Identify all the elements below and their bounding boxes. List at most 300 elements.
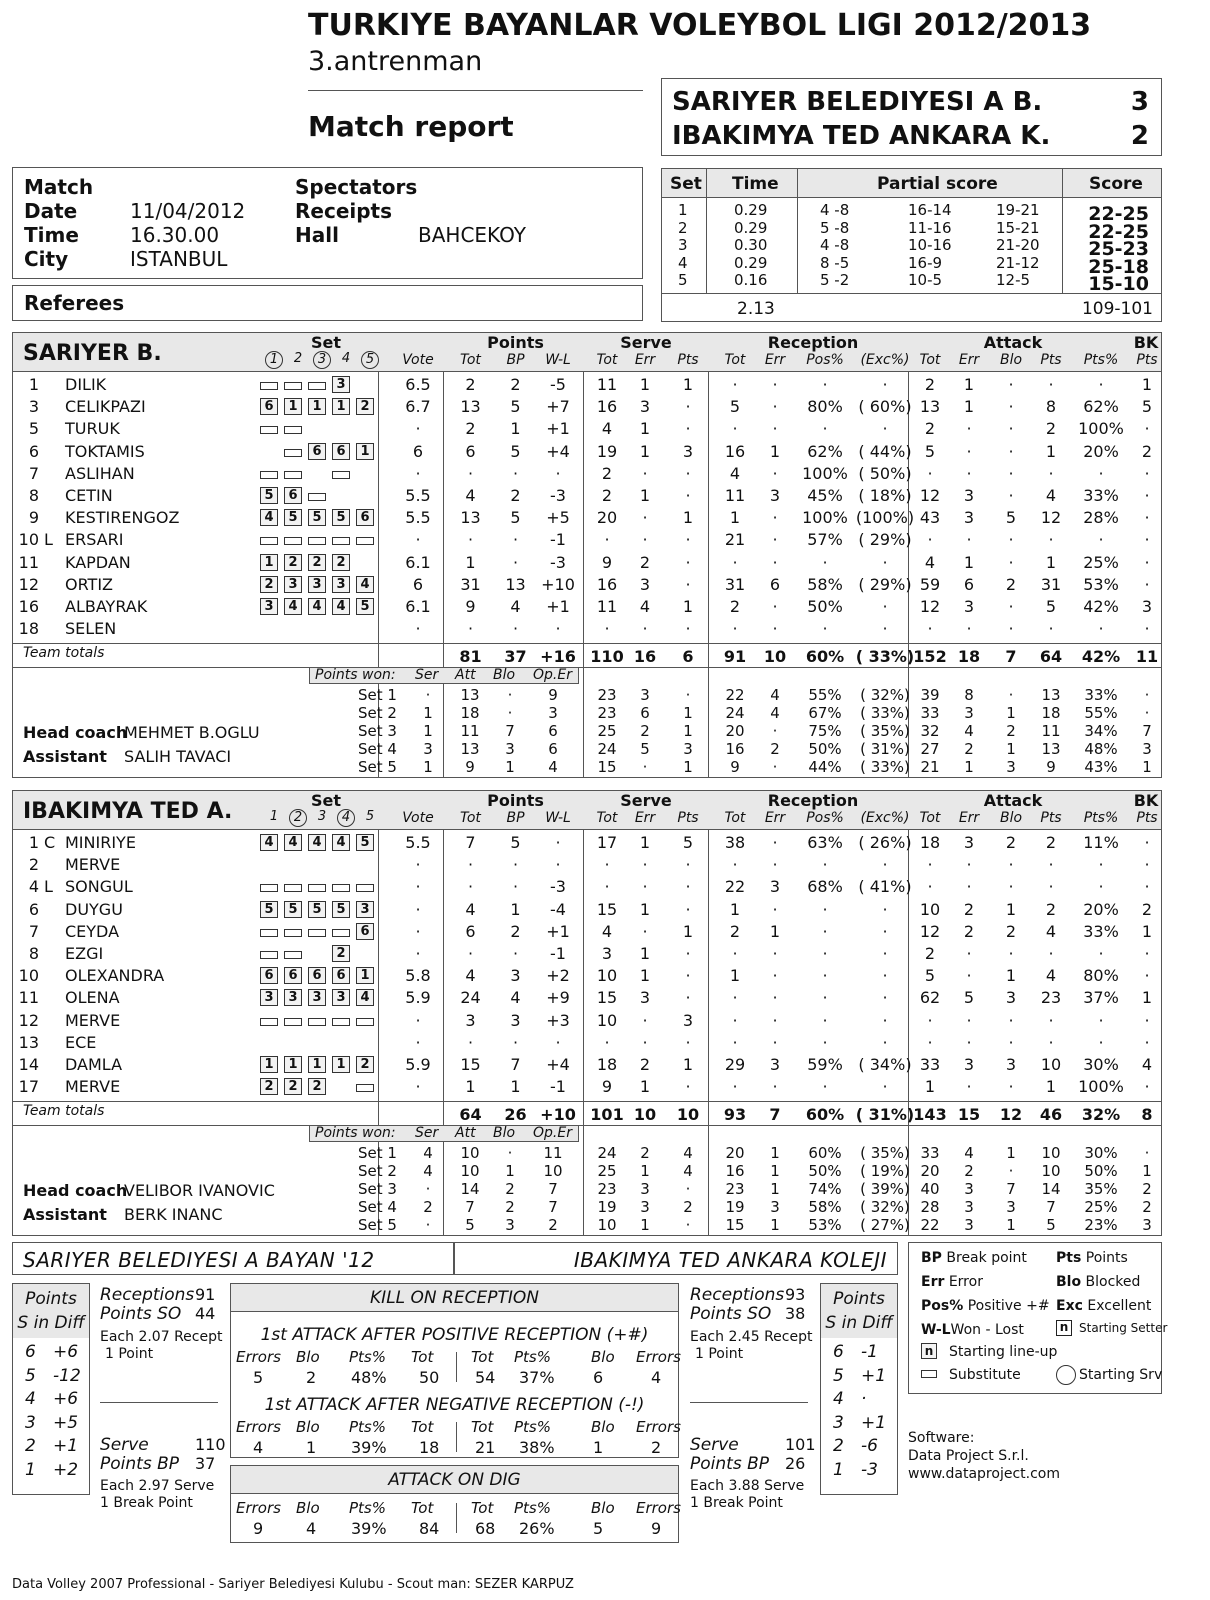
stat-rexc: · [882, 419, 888, 439]
stat-apts: 1 [1045, 441, 1057, 461]
stat-ablo: 3 [1005, 1055, 1017, 1074]
set-number: 4 [678, 253, 688, 272]
col-header-ablo: Blo [999, 810, 1023, 826]
ser-label: Ser [415, 1125, 439, 1142]
starting-position-mark: 1 [332, 398, 350, 415]
set-number: 2 [678, 218, 688, 237]
stat-value-left: 18 [419, 1438, 440, 1457]
set-stat-aptsp: 48% [1084, 739, 1118, 758]
set-stat-aptsp: 33% [1084, 686, 1118, 705]
set-oper: 11 [543, 1144, 563, 1163]
stat-apts: · [1048, 1032, 1054, 1052]
stat-atot: · [927, 530, 933, 550]
legend-starting-setter: Starting Setter [1079, 1321, 1168, 1335]
total-apts: 46 [1039, 1105, 1063, 1125]
col-header-wl: W-L [545, 352, 571, 368]
stat-wl: +2 [546, 966, 570, 986]
stat-head-right: Blo [591, 1418, 615, 1436]
set-ser: · [425, 1180, 431, 1198]
substitute-mark [308, 884, 326, 892]
substitute-mark [356, 537, 374, 545]
set-stat-rpos: 60% [808, 1144, 842, 1163]
stat-wl: · [555, 855, 561, 875]
stat-atot: 59 [919, 574, 941, 594]
stat-ptot: · [467, 1032, 474, 1052]
player-name: OLEXANDRA [65, 966, 165, 986]
set-stat-serr: 3 [640, 1197, 650, 1216]
assistant-label: Assistant [23, 747, 107, 767]
stat-aptsp: · [1098, 877, 1104, 897]
substitute-mark [260, 426, 278, 434]
diff-set: 3 [25, 1412, 36, 1433]
first-attack-negative-title: 1st ATTACK AFTER NEGATIVE RECEPTION (-!) [264, 1395, 645, 1415]
set-partial-3: 12-5 [996, 271, 1031, 290]
set-oper: 7 [548, 1197, 558, 1216]
set-stat-spts: 4 [683, 1162, 693, 1181]
stat-vote: · [415, 419, 421, 439]
stat-serr: 1 [639, 944, 651, 963]
stat-stot: 9 [601, 1077, 613, 1097]
substitute-mark [284, 1018, 302, 1026]
stat-rerr: · [772, 1010, 778, 1030]
stat-serr: 1 [639, 486, 651, 505]
stat-vote: 5.8 [405, 966, 431, 986]
stat-bp: 3 [510, 1010, 521, 1030]
stat-ptot: 4 [465, 966, 476, 986]
stat-rerr: 6 [769, 574, 781, 594]
diff-set: 6 [833, 1342, 844, 1362]
stat-rpos: · [822, 988, 828, 1008]
stat-aptsp: 37% [1083, 988, 1119, 1008]
stat-ptot: · [467, 619, 474, 639]
stat-apts: 1 [1045, 1077, 1057, 1097]
diff-set: 3 [833, 1412, 844, 1433]
stat-aptsp: 30% [1083, 1055, 1119, 1074]
stat-atot: · [927, 1032, 933, 1052]
stat-aptsp: 33% [1083, 486, 1119, 505]
home-pointsso: 44 [195, 1304, 216, 1323]
set-stat-atot: 20 [920, 1162, 940, 1181]
away-receptions-label: Receptions [690, 1285, 785, 1305]
stat-rpos: 100% [802, 463, 848, 483]
total-bp: 37 [504, 647, 527, 667]
stat-vote: 5.5 [405, 833, 431, 852]
player-name: CELIKPAZI [65, 397, 146, 417]
att-label: Att [455, 1125, 476, 1142]
totals-divider [13, 643, 1161, 644]
block-divider [456, 1503, 457, 1533]
diff-value: -12 [53, 1365, 81, 1386]
away-serve-label: Serve [690, 1435, 739, 1455]
stat-aerr: · [966, 1032, 972, 1052]
set-stat-apts: 5 [1046, 1215, 1056, 1234]
set-blo: · [507, 1144, 513, 1163]
stat-apts: 4 [1045, 486, 1057, 505]
home-break-point: 1 Break Point [100, 1495, 193, 1511]
total-stot: 101 [590, 1105, 624, 1125]
set-stat-aptsp: 23% [1084, 1215, 1118, 1234]
stat-rtot: · [732, 855, 738, 875]
substitute-mark [260, 537, 278, 545]
column-divider [583, 829, 584, 1236]
stat-atot: 12 [919, 921, 941, 941]
stat-rpos: · [822, 552, 828, 572]
stat-rexc: ( 29%) [858, 530, 912, 550]
stat-serr: 1 [639, 966, 651, 986]
match-time: 16.30.00 [130, 223, 220, 247]
stat-bk: · [1144, 574, 1150, 594]
set-stat-ablo: 1 [1006, 1215, 1016, 1234]
col-header-stot: Tot [596, 352, 618, 368]
set-stat-bk: 7 [1142, 722, 1152, 740]
stat-rexc: ( 50%) [858, 463, 912, 483]
player-name: ALBAYRAK [65, 597, 148, 616]
diff-set: 6 [25, 1342, 36, 1362]
set-ser: 1 [423, 722, 433, 740]
stat-spts: · [685, 855, 691, 875]
stat-vote: 6 [412, 574, 424, 594]
col-header-rpos: Pos% [806, 810, 844, 826]
stat-aerr: · [966, 463, 972, 483]
stat-serr: · [642, 877, 648, 897]
starting-position-mark: 1 [356, 967, 374, 984]
stat-aptsp: · [1098, 855, 1104, 875]
starting-position-mark: 5 [308, 509, 326, 526]
substitute-mark [284, 951, 302, 959]
substitute-mark [284, 449, 302, 457]
set-score: 25-18 [1088, 255, 1149, 278]
stat-rexc: ( 34%) [858, 1055, 912, 1074]
substitute-mark [284, 884, 302, 892]
stat-rerr: · [772, 419, 778, 439]
away-pointsbp-label: Points BP [690, 1454, 769, 1474]
stat-spts: · [685, 988, 691, 1008]
group-header-set: Set [310, 333, 342, 352]
starting-position-mark: 5 [356, 598, 374, 615]
stat-stot: 2 [601, 486, 613, 505]
stat-spts: · [685, 966, 691, 986]
stat-rtot: · [732, 944, 738, 963]
stat-value-left: 4 [253, 1438, 264, 1457]
stat-bp: · [512, 619, 519, 639]
substitute-mark [356, 884, 374, 892]
stat-atot: 12 [919, 597, 941, 616]
stat-vote: 6 [412, 441, 424, 461]
stat-wl: +1 [546, 419, 570, 439]
starting-position-mark: 1 [260, 1056, 278, 1073]
away-team-name: IBAKIMYA TED ANKARA K. [672, 121, 1051, 151]
sets-header-set: Set [670, 174, 702, 194]
assistant-name: SALIH TAVACI [124, 747, 232, 767]
stat-stot: · [604, 530, 610, 550]
stat-head-right: Tot [471, 1348, 494, 1366]
set-stat-rexc: ( 39%) [860, 1180, 910, 1198]
stat-ablo: · [1008, 597, 1014, 616]
stat-wl: -3 [550, 552, 566, 572]
stat-stot: 19 [596, 441, 618, 461]
starting-position-mark: 2 [356, 398, 374, 415]
stat-spts: · [685, 552, 691, 572]
home-serve: 110 [195, 1435, 226, 1454]
stat-rpos: 80% [807, 397, 843, 417]
stat-ablo: · [1008, 855, 1014, 875]
set-stat-rerr: · [772, 722, 778, 740]
stat-stot: 4 [601, 921, 613, 941]
set-att: 5 [465, 1215, 475, 1234]
kill-on-reception-box [230, 1283, 679, 1458]
points-won-label: Points won: [315, 667, 396, 684]
team2-stats-table [12, 790, 1162, 1236]
group-header-serve: Serve [620, 333, 672, 352]
away-full-name-box [454, 1242, 898, 1275]
set-stat-rerr: 1 [770, 1180, 780, 1198]
head-coach-name: MEHMET B.OGLU [124, 723, 260, 743]
set-label: Set 3 [358, 1180, 397, 1198]
set-blo: 7 [505, 722, 515, 740]
stat-rtot: · [732, 1077, 738, 1097]
set-att: 14 [460, 1180, 480, 1198]
stat-value-right: 1 [593, 1438, 604, 1457]
set-stat-rpos: 53% [808, 1215, 842, 1234]
stat-ptot: 4 [465, 899, 476, 919]
stat-atot: 5 [924, 966, 936, 986]
home-pointsbp: 37 [195, 1454, 216, 1473]
stat-bp: · [512, 530, 519, 550]
total-aerr: 15 [957, 1105, 981, 1125]
stat-atot: 5 [924, 441, 936, 461]
stat-stot: · [604, 855, 610, 875]
set-label: Set 2 [358, 1162, 397, 1181]
starting-position-mark: 6 [284, 487, 302, 504]
software-company: Data Project S.r.l. [908, 1448, 1029, 1464]
set-ser: · [425, 686, 431, 705]
stat-rpos: · [822, 921, 828, 941]
stat-bk: 1 [1141, 988, 1153, 1008]
stat-value-right: 37% [519, 1368, 555, 1387]
set-oper: 10 [543, 1162, 563, 1181]
set-stat-aptsp: 35% [1084, 1180, 1118, 1198]
stat-aerr: · [966, 1010, 972, 1030]
diff-set: 1 [25, 1459, 36, 1480]
stat-ptot: 13 [460, 508, 481, 528]
stat-stot: 15 [596, 899, 618, 919]
column-divider [708, 371, 709, 778]
points-won-label: Points won: [315, 1125, 396, 1142]
set-label: Set 5 [358, 757, 397, 776]
stat-spts: · [685, 1032, 691, 1052]
attack-on-dig-title: ATTACK ON DIG [388, 1470, 521, 1490]
stat-wl: +3 [546, 1010, 570, 1030]
starting-position-mark: 5 [284, 901, 302, 918]
stat-serr: 1 [639, 1077, 651, 1097]
stat-serr: 4 [639, 597, 651, 616]
col-header-vote: Vote [402, 352, 434, 368]
stat-aptsp: 53% [1083, 574, 1119, 594]
legend-err: Err [921, 1274, 945, 1290]
legend-wl: W-L [921, 1322, 951, 1338]
stat-rpos: · [822, 899, 828, 919]
stat-wl: +7 [546, 397, 570, 417]
stat-rpos: 58% [807, 574, 843, 594]
team1-stats-table [12, 332, 1162, 778]
col-header-rerr: Err [764, 352, 786, 368]
stat-ptot: 2 [465, 419, 476, 439]
diff-value: +1 [861, 1365, 887, 1386]
set-stat-serr: 2 [640, 722, 650, 740]
stat-stot: 17 [596, 833, 618, 852]
starting-position-mark: 6 [332, 967, 350, 984]
stat-value-right: 6 [593, 1368, 604, 1387]
player-name: DAMLA [65, 1055, 123, 1074]
legend-box [908, 1242, 1168, 1394]
col-header-rpos: Pos% [806, 352, 844, 368]
group-header-attack: Attack [983, 333, 1043, 352]
stat-serr: 1 [639, 419, 651, 439]
stat-ptot: · [467, 530, 474, 550]
starting-position-mark: 4 [332, 598, 350, 615]
oper-label: Op.Er [533, 1125, 572, 1142]
legend-blo: Blo [1056, 1274, 1082, 1290]
total-ptot: 81 [459, 647, 482, 667]
stat-serr: 2 [639, 552, 651, 572]
total-serr: 10 [633, 1105, 657, 1125]
stat-ablo: · [1008, 552, 1014, 572]
legend-exc-text: Excellent [1087, 1298, 1152, 1314]
stat-stot: 10 [596, 1010, 618, 1030]
stat-rtot: 4 [729, 463, 741, 483]
stat-wl: -3 [550, 486, 566, 505]
stat-aptsp: · [1098, 530, 1104, 550]
sets-table [661, 168, 1162, 322]
home-sets-won: 3 [1130, 87, 1149, 117]
stat-bp: 4 [510, 988, 521, 1008]
stat-vote: · [415, 463, 421, 483]
away-sets-won: 2 [1130, 121, 1149, 151]
set-stat-rtot: 24 [725, 704, 745, 723]
stat-vote: · [415, 921, 421, 941]
player-name: TOKTAMIS [65, 441, 145, 461]
away-reception-summary [690, 1283, 815, 1513]
player-name: KAPDAN [65, 552, 131, 572]
stat-apts: · [1048, 855, 1054, 875]
stat-bp: 4 [510, 597, 521, 616]
stat-atot: · [927, 877, 933, 897]
starting-position-mark: 1 [284, 398, 302, 415]
stat-bk: · [1144, 877, 1150, 897]
stat-serr: 3 [639, 574, 651, 594]
stat-vote: · [415, 1010, 421, 1030]
stat-ptot: 3 [465, 1010, 476, 1030]
stat-rexc: · [882, 375, 888, 394]
stat-value-left: 48% [351, 1368, 387, 1387]
stat-aptsp: · [1098, 944, 1104, 963]
stat-vote: · [415, 1032, 421, 1052]
referees-box [12, 285, 643, 321]
set-blo: · [507, 704, 513, 723]
set-label: Set 1 [358, 686, 397, 705]
stat-rtot: · [732, 619, 738, 639]
starting-position-mark: 6 [356, 509, 374, 526]
col-header-rexc: (Exc%) [860, 352, 910, 368]
starting-serve-icon [1056, 1365, 1076, 1385]
stat-head-left: Pts% [349, 1418, 386, 1436]
stat-vote: · [415, 855, 421, 875]
block-divider [456, 1422, 457, 1452]
stat-rexc: · [882, 1032, 888, 1052]
stat-vote: · [415, 944, 421, 963]
stat-stot: 18 [596, 1055, 618, 1074]
group-header-bk: BK [1133, 791, 1159, 810]
set-ser: 4 [423, 1162, 433, 1181]
stat-aptsp: · [1098, 1032, 1104, 1052]
stat-rtot: 16 [724, 441, 746, 461]
col-header-apts: Pts [1040, 810, 1062, 826]
stat-bk: · [1144, 944, 1150, 963]
set-stat-aptsp: 25% [1084, 1197, 1118, 1216]
set-partial-2: 16-14 [908, 201, 952, 219]
total-wl: +10 [540, 1105, 576, 1125]
set-blo: 3 [505, 1215, 515, 1234]
stat-vote: · [415, 619, 421, 639]
stat-atot: 12 [919, 486, 941, 505]
set-stat-rexc: ( 32%) [860, 1197, 910, 1216]
total-rpos: 60% [805, 647, 845, 667]
stat-head-right: Tot [471, 1418, 494, 1436]
set-stat-stot: 25 [597, 1162, 617, 1181]
total-bk: 8 [1141, 1105, 1153, 1125]
set-oper: 6 [548, 722, 558, 740]
hall-label: Hall [295, 223, 339, 247]
head-coach-name: VELIBOR IVANOVIC [124, 1181, 275, 1201]
final-score-box [661, 78, 1162, 156]
stat-rerr: · [772, 899, 778, 919]
stat-rerr: · [772, 375, 778, 394]
starting-position-mark: 5 [308, 901, 326, 918]
starting-position-mark: 5 [260, 901, 278, 918]
set-stat-stot: 24 [597, 739, 617, 758]
diff-set: 2 [25, 1436, 36, 1456]
set-mark-2: 2 [289, 809, 307, 827]
home-serve-label: Serve [100, 1435, 149, 1455]
set-stat-bk: 1 [1142, 1162, 1152, 1181]
set-stat-atot: 40 [920, 1180, 940, 1198]
stat-rpos: · [822, 375, 828, 394]
starting-position-mark: 2 [284, 554, 302, 571]
substitute-icon [921, 1370, 937, 1378]
player-name: KESTIRENGOZ [65, 508, 180, 528]
stat-rexc: ( 18%) [858, 486, 912, 505]
stat-ablo: · [1008, 463, 1014, 483]
stat-rtot: 1 [729, 966, 741, 986]
set-stat-atot: 28 [920, 1197, 940, 1216]
legend-pts-text: Points [1085, 1250, 1128, 1266]
stat-aerr: · [966, 877, 972, 897]
stat-ptot: 1 [465, 1077, 476, 1097]
column-divider [443, 829, 444, 1236]
stat-apts: 2 [1045, 899, 1057, 919]
sets-header-partial: Partial score [877, 174, 998, 194]
stat-rexc: · [882, 966, 888, 986]
total-rexc: ( 33%) [855, 647, 915, 667]
team-name: SARIYER B. [23, 341, 162, 366]
stat-wl: +9 [546, 988, 570, 1008]
home-full-name: SARIYER BELEDIYESI A BAYAN '12 [23, 1248, 375, 1272]
set-stat-rexc: ( 35%) [860, 1144, 910, 1163]
stat-ptot: 7 [465, 833, 476, 852]
set-stat-aptsp: 50% [1084, 1162, 1118, 1181]
stat-rexc: · [882, 988, 888, 1008]
stat-aerr: · [966, 619, 972, 639]
